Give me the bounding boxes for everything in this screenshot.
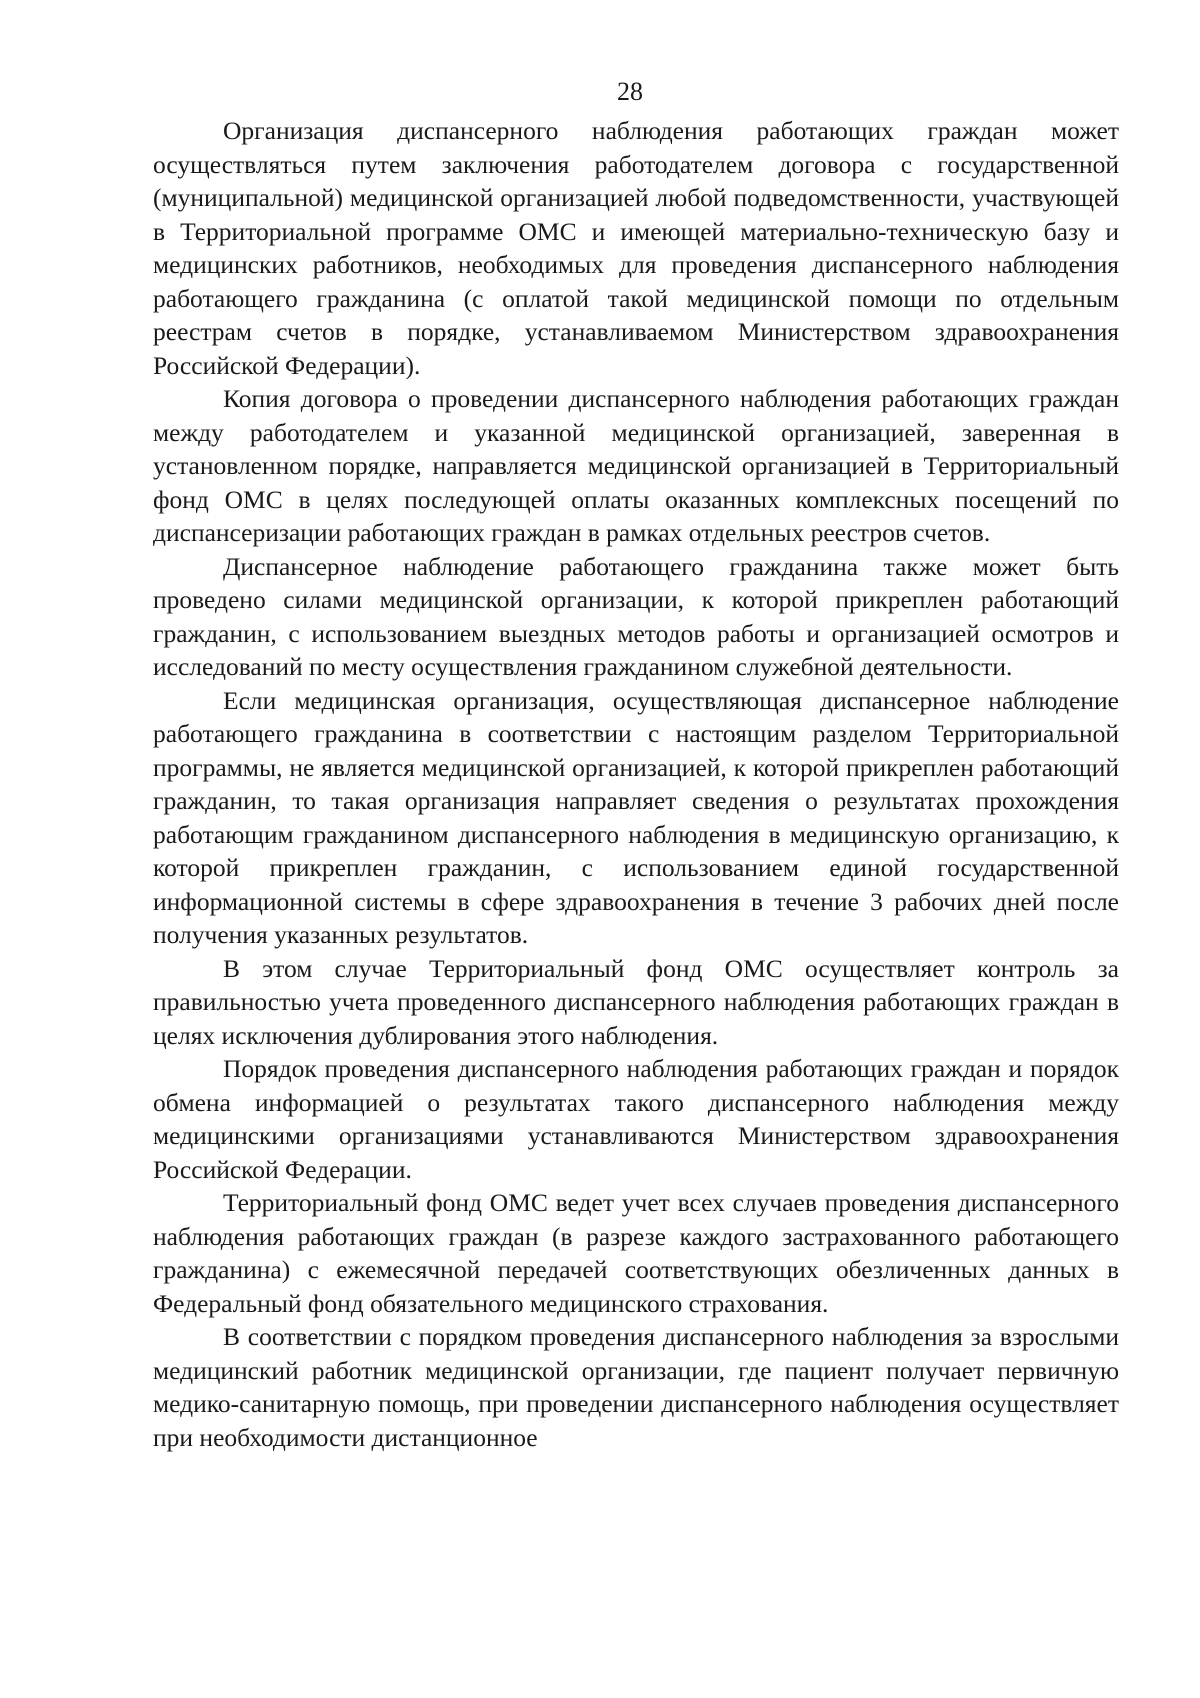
document-body (153, 114, 1119, 1454)
paragraph: В соответствии с порядком проведения диспансерного наблюдения за взрослыми медицинский работник медицинской организации, где пациент получает первичную медико-санитарную помощь, при проведении диспансерного наблюдения осуществляет при необходимости дистанционное (153, 1322, 1119, 1452)
paragraph: Порядок проведения диспансерного наблюдения работающих граждан и порядок обмена информацией о результатах такого диспансерного наблюдения между медицинскими организациями устанавливаются Министерством здравоохранения Российской Федерации. (153, 1054, 1119, 1184)
paragraph: Если медицинская организация, осуществляющая диспансерное наблюдение работающего гражданина в соответствии с настоящим разделом Территориальной программы, не является медицинской организацией, к которой прикреплен работающий гражданин, то такая организация направляет сведения о результатах прохождения работающим гражданином диспансерного наблюдения в медицинскую организацию, к которой прикреплен гражданин, с использованием единой государственной информационной системы в сфере здравоохранения в течение 3 рабочих дней после получения указанных результатов. (153, 685, 1119, 949)
paragraph: Организация диспансерного наблюдения работающих граждан может осуществляться путем заключения работодателем договора с государственной (муниципальной) медицинской организацией любой подведомственности, участвующей в Территориальной программе ОМС и имеющей материально-техническую базу и медицинских работников, необходимых для проведения диспансерного наблюдения работающего гражданина (с оплатой такой медицинской помощи по отдельным реестрам счетов в порядке, устанавливаемом Министерством здравоохранения Российской Федерации). (153, 116, 1119, 380)
paragraph: Копия договора о проведении диспансерного наблюдения работающих граждан между работодателем и указанной медицинской организацией, заверенная в установленном порядке, направляется медицинской организацией в Территориальный фонд ОМС в целях последующей оплаты оказанных комплексных посещений по диспансеризации работающих граждан в рамках отдельных реестров счетов. (153, 384, 1119, 547)
paragraph: Территориальный фонд ОМС ведет учет всех случаев проведения диспансерного наблюдения работающих граждан (в разрезе каждого застрахованного работающего гражданина) с ежемесячной передачей соответствующих обезличенных данных в Федеральный фонд обязательного медицинского страхования. (153, 1188, 1119, 1318)
paragraph: В этом случае Территориальный фонд ОМС осуществляет контроль за правильностью учета проведенного диспансерного наблюдения работающих граждан в целях исключения дублирования этого наблюдения. (153, 953, 1119, 1050)
page-number: 28 (617, 77, 643, 106)
paragraph: Диспансерное наблюдение работающего гражданина также может быть проведено силами медицинской организации, к которой прикреплен работающий гражданин, с использованием выездных методов работы и организацией осмотров и исследований по месту осуществления гражданином служебной деятельности. (153, 551, 1119, 681)
